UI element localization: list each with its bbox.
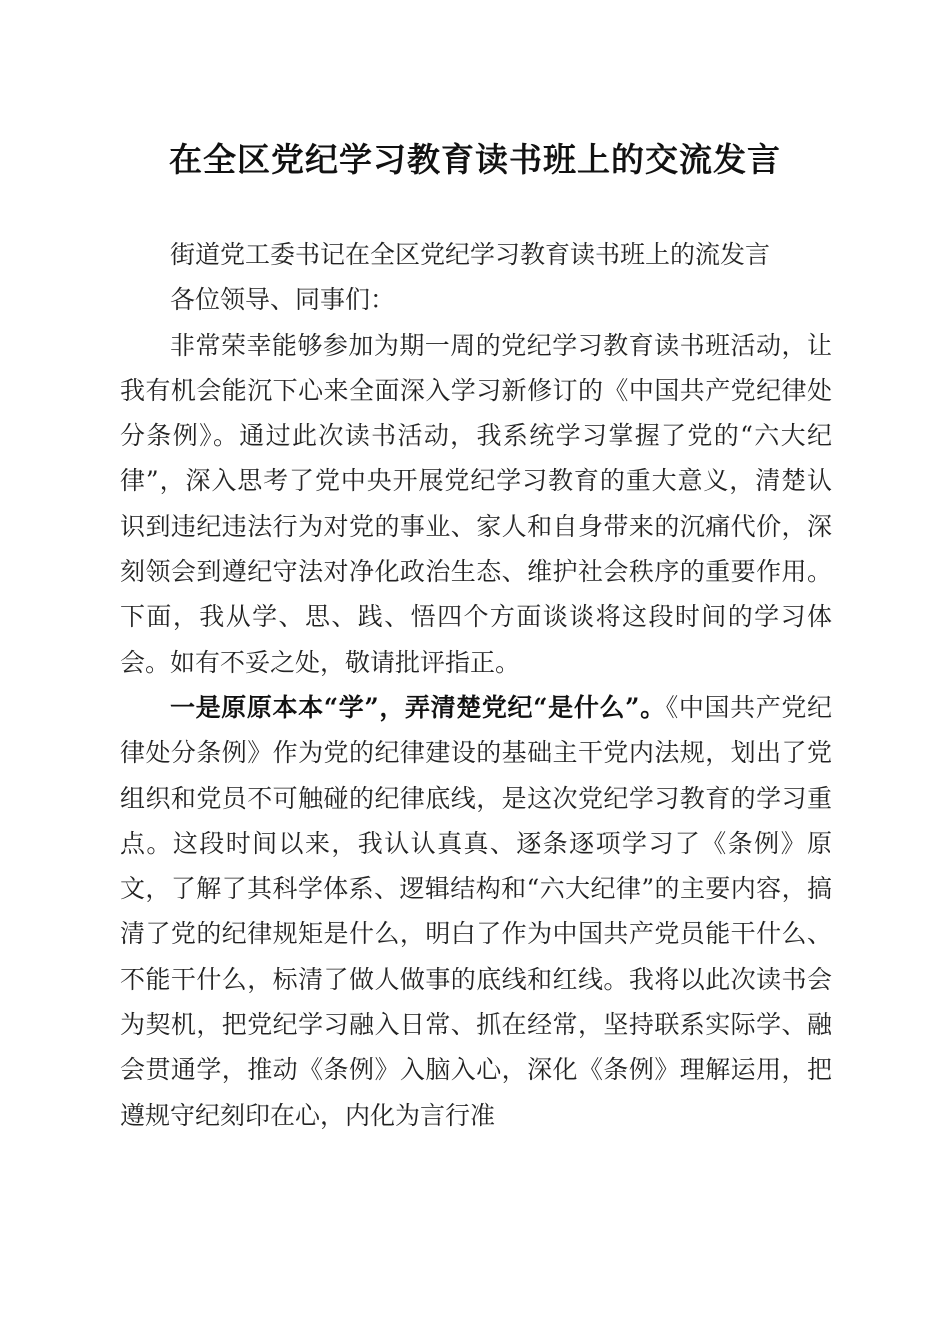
document-subtitle: 街道党工委书记在全区党纪学习教育读书班上的流发言: [170, 240, 771, 269]
paragraph-lead-heading: 一是原原本本“学”，弄清楚党纪“是什么”。: [170, 692, 666, 722]
paragraph-learn-text: 《中国共产党纪律处分条例》作为党的纪律建设的基础主干党内法规，划出了党组织和党员不可触碰的纪律底线，是这次党纪学习教育的学习重点。这段时间以来，我认认真真、逐条逐项学习了《条例》原文，了解了其科学体系、逻辑结构和“六大纪律”的主要内容，搞清了党的纪律规矩是什么，明白了作为中国共产党员能干什么、不能干什么，标清了做人做事的底线和红线。我将以此次读书会为契机，把党纪学习融入日常、抓在经常，坚持联系实际学、融会贯通学，推动《条例》入脑入心，深化《条例》理解运用，把遵规守纪刻印在心，内化为言行准: [120, 692, 832, 1130]
document-body: [120, 232, 832, 1138]
paragraph-learn: [120, 685, 832, 1138]
paragraph-intro: 非常荣幸能够参加为期一周的党纪学习教育读书班活动，让我有机会能沉下心来全面深入学习新修订的《中国共产党纪律处分条例》。通过此次读书活动，我系统学习掌握了党的“六大纪律”，深入思考了党中央开展党纪学习教育的重大意义，清楚认识到违纪违法行为对党的事业、家人和自身带来的沉痛代价，深刻领会到遵纪守法对净化政治生态、维护社会秩序的重要作用。下面，我从学、思、践、悟四个方面谈谈将这段时间的学习体会。如有不妥之处，敬请批评指正。: [120, 330, 832, 677]
salutation: 各位领导、同事们：: [170, 285, 396, 315]
document-title: 在全区党纪学习教育读书班上的交流发言: [169, 140, 781, 179]
